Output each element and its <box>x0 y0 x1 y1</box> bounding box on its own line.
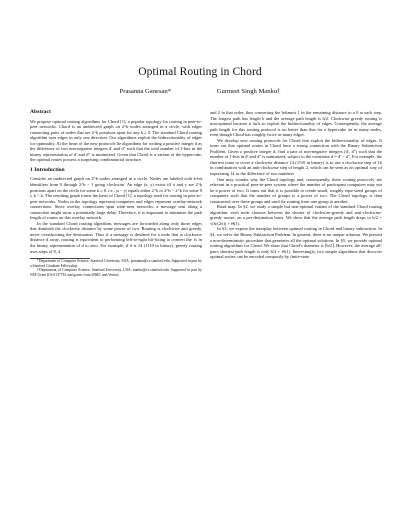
intro-paragraph: Consider an undirected graph on 2^b nodes arranged in a circle. Nodes are labeled with b-bit identifiers from 0 through 2^b − 1 going clockwise. An edge (x, y) exists iff x and y are 2^k positions apart on the circle for some k ≥ 0, i.e., |x − y| equals either 2^k or 2^b − 2^k for some 0 ≤ k < b. The resulting graph forms the basis of Chord [1], a topology used for routing in peer-to-peer networks. Nodes in the topology represent computers and edges represent overlay-network connections. Since overlay connections span wide-area networks, a message sent along a connection might incur a potentially large delay. Therefore, it is important to minimize the path length of routes on this overlay network. <box>30 176 202 221</box>
body-paragraph: Road map: In §2, we study a simple but non-optimal variant of the standard Chord routing algorithm: each node chooses between the shorter of clockwise-greedy and anti-clockwise-greedy routes, on a per-destination basis. We show that the average path length drops to b/2 − √(b/(2π)) + Θ(1). <box>210 204 382 226</box>
author-2: Gurmeet Singh Manku† <box>216 88 281 95</box>
author-1: Prasanna Ganesan* <box>119 88 172 95</box>
body-paragraph: We develop new routing protocols for Chord that exploit the bidirectionality of edges. It turns out that optimal routes in Chord have a strong connection with the Binary Subtraction Problem. Given a positive integer d, find a pair of non-negative integers (d′, d″) such that the number of 1-bits in d′ and d″ is minimized, subject to the constraint d = d′ − d″. For example, the shortest route to cover a clockwise distance 14 (1110 in binary) is to use a clockwise step of 16 in combination with an anti-clockwise step of length 2, which can be seen as an optimal way of expressing 14 as the difference of two numbers. <box>210 137 382 177</box>
paper-title: Optimal Routing in Chord <box>138 66 262 78</box>
footnote: *Department of Computer Science, Stanford University, USA. prasanna@cs.stanford.edu. Supported in part by a Stanford Graduate Fellowship. <box>30 259 202 268</box>
section-heading-introduction: 1 Introduction <box>30 166 65 173</box>
body-paragraph: and 2 in that order, thus converting the leftmost 1 in the remaining distance to a 0 at each step. The longest path has length b and the average path length is b/2. Clockwise greedy routing is non-optimal because it fails to exploit the bidirectionality of edges. Consequently, the average path length for this routing protocol is no better than that for a hypercube on as many nodes, even though Chord has roughly twice as many edges. <box>210 110 382 138</box>
body-paragraph: In §3, we expose the interplay between optimal routing in Chord and binary subtraction. In §4, we solve the Binary Subtraction Problem. In general, there is no unique solution. We present a non-deterministic procedure that generates all the optimal solutions. In §5, we provide optimal routing algorithms for Chord. We show that Chord's diameter is ⌈b/2⌉. However, the average all-pairs shortest-path length is only b/3 + Θ(1). Interestingly, two simple algorithms that discover optimal routes can be encoded compactly by finite-state <box>210 226 382 260</box>
author-line <box>0 88 400 95</box>
abstract-text: We propose optimal routing algorithms for Chord [1], a popular topology for routing in peer-to-peer networks. Chord is an undirected graph on 2^b nodes arranged in a circle, with edges connecting pairs of nodes that are 2^k positions apart for any k ≥ 0. The standard Chord routing algorithm uses edges in only one direction. Our algorithms exploit the bidirectionality of edges for optimality. At the heart of the new protocols lie algorithms for writing a positive integer d as the difference of two non-negative integers d′ and d″ such that the total number of 1-bits in the binary representation of d′ and d″ is minimized. Given that Chord is a variant of the hypercube, the optimal routes possess a surprising combinatorial structure. <box>30 118 202 163</box>
footnote: †Department of Computer Science, Stanford University, USA. manku@cs.stanford.edu. Supported in part by NSF Grant IIA-0137761 and grants from SNRC and Veritas. <box>30 268 202 277</box>
left-column <box>30 110 202 278</box>
right-column <box>210 110 382 260</box>
intro-paragraph: In the standard Chord routing algorithm, messages are forwarded along only those edges that diminish the clockwise distance by some power of two. Routing is clockwise and greedy, never overshooting the destination. Thus if a message is destined for a node that is clockwise distance d away, routing is equivalent to performing left-to-right bit-fixing to convert the 1s in the binary representation of d to zero. For example, if d is 14 (1110 in binary), greedy routing uses steps of 8, 4 <box>30 220 202 254</box>
body-paragraph: One may wonder why the Chord topology and, consequently, these routing protocols, are relevant in a practical peer-to-peer system where the number of participant computers may not be a power of two. It turns out that it is possible to create small, roughly equi-sized groups of computers such that the number of groups is a power of two. The Chord topology is then constructed over these groups and used for routing from one group to another. <box>210 176 382 204</box>
abstract-heading: Abstract <box>30 109 51 115</box>
